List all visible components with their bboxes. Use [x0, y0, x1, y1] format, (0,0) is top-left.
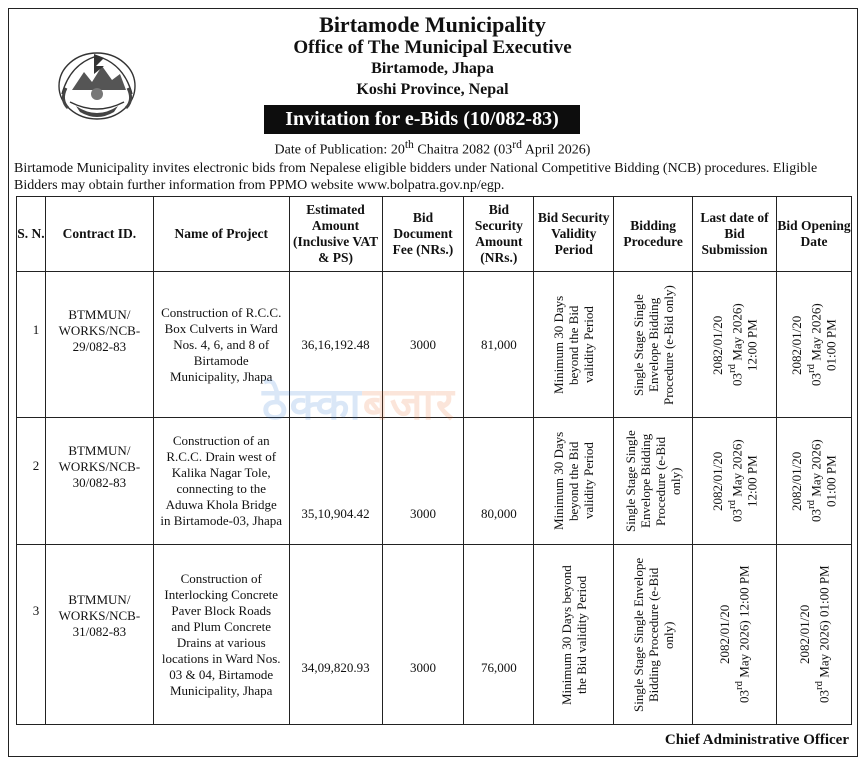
row-fee: 3000 — [382, 272, 464, 418]
publication-label: Date of Publication: — [274, 142, 391, 158]
row-last-date-time: 12:00 PM — [744, 318, 760, 371]
office-location: Birtamode, Jhapa — [371, 60, 494, 77]
row-last-date-sup: rd — [725, 500, 738, 510]
row-opening-day: 03 — [808, 509, 824, 523]
row-last-date — [717, 552, 751, 717]
row-opening-bs: 2082/01/20 — [796, 604, 812, 665]
col-header-fee: Bid Document Fee (NRs.) — [382, 197, 464, 272]
notice-title-banner: Invitation for e-Bids (10/082-83) — [264, 105, 580, 134]
row-opening-date — [797, 552, 831, 717]
row-validity: Minimum 30 Days beyond the Bid validity Period — [558, 564, 589, 705]
row-last-date-bs: 2082/01/20 — [709, 314, 725, 375]
row-project: Construction of Interlocking Concrete Paver Block Roads and Plum Concrete Drains at various locations in Ward Nos. 03 & 04, Birtamode Municipality, Jhapa — [153, 545, 289, 725]
row-last-date-sup: rd — [725, 363, 738, 373]
row-last-date-bs: 2082/01/20 — [709, 451, 725, 511]
row-last-date-cell — [693, 272, 777, 418]
row-opening-date-cell — [777, 272, 852, 418]
row-validity-cell — [534, 272, 614, 418]
row-opening-bs: 2082/01/20 — [789, 451, 805, 511]
publication-month-ad: April 2026) — [524, 142, 591, 158]
row-opening-date-cell — [777, 418, 852, 545]
row-procedure-cell — [614, 272, 693, 418]
intro-paragraph: Birtamode Municipality invites electronic bids from Nepalese eligible bidders under National Competitive Bidding (NCB) procedures. Eligible Bidders may obtain further information from PPMO website www.bolpatra.gov.np/egp. — [14, 161, 818, 193]
watermark-part-2: बजार — [362, 379, 456, 430]
row-procedure: Single Stage Single Envelope Bidding Procedure (e-Bid only) — [630, 557, 676, 712]
signature-title: Chief Administrative Officer — [664, 732, 849, 748]
municipality-name: Birtamode Municipality — [319, 12, 546, 37]
publication-date — [0, 138, 865, 159]
col-header-sn: S. N. — [17, 197, 46, 272]
row-last-date-bs: 2082/01/20 — [717, 604, 733, 665]
row-security: 76,000 — [464, 545, 534, 725]
row-opening-day: 03 — [808, 372, 824, 386]
row-sn: 1 — [17, 272, 46, 418]
office-province: Koshi Province, Nepal — [356, 81, 509, 98]
row-fee: 3000 — [382, 545, 464, 725]
row-project: Construction of an R.C.C. Drain west of Kalika Nagar Tole, connecting to the Aduwa Khola Bridge in Birtamode-03, Jhapa — [153, 418, 289, 545]
row-opening-month: May 2026) — [816, 620, 832, 682]
row-procedure-cell — [614, 545, 693, 725]
row-opening-month: May 2026) — [808, 303, 824, 364]
row-last-date-sup: rd — [733, 681, 746, 691]
row-opening-date-cell — [777, 545, 852, 725]
row-procedure-cell — [614, 418, 693, 545]
row-last-date-month: May 2026) — [729, 439, 745, 501]
publication-day-ad: 03 — [498, 142, 513, 158]
col-header-amount: Estimated Amount (Inclusive VAT & PS) — [289, 197, 382, 272]
col-header-contract-id: Contract ID. — [45, 197, 153, 272]
row-validity: Minimum 30 Days beyond the Bid validity Period — [551, 295, 597, 394]
table-header-row — [17, 197, 852, 272]
row-contract-id: BTMMUN/ WORKS/NCB-29/082-83 — [45, 272, 153, 418]
row-opening-sup: rd — [805, 500, 818, 510]
col-header-validity: Bid Security Validity Period — [534, 197, 614, 272]
row-procedure: Single Stage Single Envelope Bidding Procedure (e-Bid only) — [630, 284, 676, 405]
row-opening-bs: 2082/01/20 — [789, 314, 805, 375]
col-header-opening-date: Bid Opening Date — [777, 197, 852, 272]
row-last-date-day: 03 — [736, 690, 752, 704]
row-opening-sup: rd — [812, 681, 825, 691]
publication-month-bs: Chaitra 2082 ( — [413, 142, 499, 158]
table-row — [17, 272, 852, 418]
row-last-date-day: 03 — [729, 372, 745, 386]
row-security: 80,000 — [464, 418, 534, 545]
table-row — [17, 545, 852, 725]
row-project: Construction of R.C.C. Box Culverts in Ward Nos. 4, 6, and 8 of Birtamode Municipality, Jhapa — [153, 272, 289, 418]
row-opening-date — [789, 285, 838, 405]
row-opening-sup: rd — [805, 363, 818, 373]
row-procedure: Single Stage Single Envelope Bidding Procedure (e-Bid only) — [623, 430, 684, 532]
publication-day-bs: 20 — [390, 142, 405, 158]
row-fee: 3000 — [382, 418, 464, 545]
row-validity: Minimum 30 Days beyond the Bid validity Period — [551, 431, 597, 531]
row-sn: 2 — [17, 418, 46, 545]
row-last-date — [710, 285, 759, 405]
row-last-date-month: May 2026) — [736, 620, 752, 682]
office-name: Office of The Municipal Executive — [293, 37, 572, 58]
row-opening-time: 01:00 PM — [816, 565, 832, 618]
row-opening-time: 01:00 PM — [823, 455, 839, 507]
row-contract-id: BTMMUN/ WORKS/NCB-30/082-83 — [45, 418, 153, 545]
row-last-date-cell — [693, 418, 777, 545]
row-amount: 36,16,192.48 — [289, 272, 382, 418]
row-opening-date — [789, 426, 838, 536]
row-last-date — [710, 426, 759, 536]
publication-day-bs-suffix: th — [404, 138, 414, 151]
row-last-date-time: 12:00 PM — [736, 565, 752, 618]
watermark-part-1: ठेक्का — [262, 379, 363, 430]
col-header-procedure: Bidding Procedure — [614, 197, 693, 272]
row-last-date-time: 12:00 PM — [744, 455, 760, 507]
row-sn: 3 — [17, 545, 46, 725]
row-validity-cell — [534, 418, 614, 545]
row-last-date-day: 03 — [729, 509, 745, 523]
table-row — [17, 418, 852, 545]
row-opening-day: 03 — [816, 690, 832, 704]
bids-table — [16, 196, 852, 725]
col-header-security: Bid Security Amount (NRs.) — [464, 197, 534, 272]
row-contract-id: BTMMUN/ WORKS/NCB-31/082-83 — [45, 545, 153, 725]
row-amount: 35,10,904.42 — [289, 418, 382, 545]
row-last-date-cell — [693, 545, 777, 725]
row-validity-cell — [534, 545, 614, 725]
row-opening-time: 01:00 PM — [823, 318, 839, 371]
col-header-project: Name of Project — [153, 197, 289, 272]
col-header-last-date: Last date of Bid Submission — [693, 197, 777, 272]
row-last-date-month: May 2026) — [729, 303, 745, 364]
row-amount: 34,09,820.93 — [289, 545, 382, 725]
row-security: 81,000 — [464, 272, 534, 418]
row-opening-month: May 2026) — [808, 439, 824, 501]
publication-day-ad-suffix: rd — [512, 138, 522, 151]
